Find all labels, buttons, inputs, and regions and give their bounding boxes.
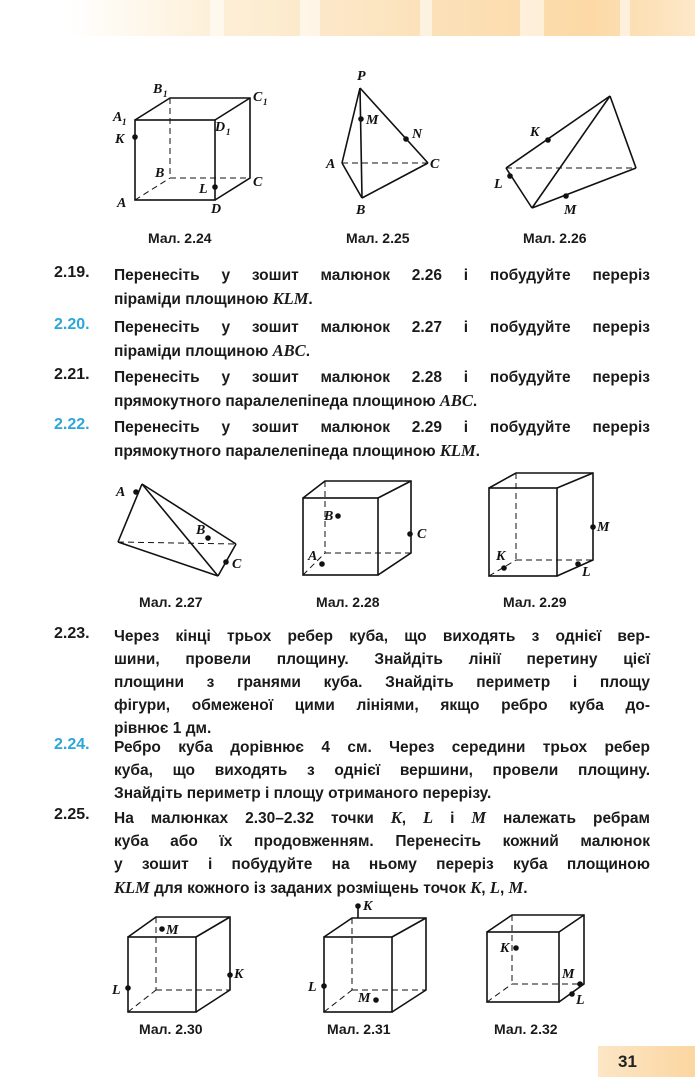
cube-edge: [215, 98, 250, 120]
cube-back-edges: [135, 98, 250, 200]
label-m: M: [366, 113, 379, 128]
label-b: B: [356, 203, 366, 218]
point-m: [159, 926, 165, 932]
point-m: [373, 997, 379, 1003]
problem-text-line: площини з гранями куба. Знайдіть периметр і площу: [114, 674, 650, 691]
label-k: K: [530, 125, 540, 140]
problem-2-19: [54, 264, 650, 311]
label-b: B: [155, 166, 165, 181]
point-l: [125, 985, 131, 991]
figure-2-27: [108, 472, 258, 584]
band-stripe: [520, 0, 544, 36]
cube-drawing: [304, 892, 449, 1017]
point-k: [501, 565, 507, 571]
figure-2-28: [300, 478, 440, 580]
label-a: A: [326, 157, 336, 172]
problem-number: 2.25.: [54, 806, 90, 823]
page-number-band: [598, 1046, 695, 1077]
figure-2-31: [304, 892, 449, 1017]
label-b1-sub: 1: [163, 89, 168, 99]
problem-text-line: куба або їх продовженням. Перенесіть кожний малюнок: [114, 833, 650, 850]
caption-2-26: Мал. 2.26: [523, 230, 587, 246]
band-stripe: [420, 0, 432, 36]
figure-2-32: [484, 912, 624, 1017]
label-b: B: [324, 509, 334, 524]
point-a: [319, 561, 325, 567]
problem-text-line: шини, провели площину. Знайдіть лінії перетину цієї: [114, 651, 650, 668]
label-m: M: [597, 520, 610, 535]
label-a1: A: [113, 110, 123, 125]
problem-text-line: рівнює 1 дм.: [114, 720, 212, 737]
top-decorative-band: [0, 0, 695, 36]
pyramid-drawing: [490, 88, 650, 223]
label-l: L: [494, 177, 503, 192]
cube-drawing: [484, 912, 624, 1017]
label-c: C: [417, 527, 427, 542]
caption-2-32: Мал. 2.32: [494, 1021, 558, 1037]
label-l: L: [308, 980, 317, 995]
label-c: C: [430, 157, 440, 172]
problem-text-line: Перенесіть у зошит малюнок 2.28 і побудуйте переріз: [114, 369, 650, 386]
problem-text-line: куба, що виходять з однієї вершини, провели площину.: [114, 762, 650, 779]
figure-2-29: [486, 470, 621, 582]
problem-2-22: [54, 416, 650, 463]
problem-number: 2.20.: [54, 316, 90, 333]
point-m: [577, 981, 583, 987]
caption-2-28: Мал. 2.28: [316, 594, 380, 610]
problem-2-23: [54, 625, 650, 740]
cube-drawing: [108, 912, 253, 1017]
cube-drawing: [105, 75, 275, 220]
caption-2-27: Мал. 2.27: [139, 594, 203, 610]
problem-text-line: у зошит і побудуйте на ньому переріз куба площиною: [114, 856, 650, 873]
problem-number: 2.24.: [54, 736, 90, 753]
problem-2-21: [54, 366, 650, 413]
label-l: L: [199, 182, 208, 197]
figure-2-25: [320, 68, 450, 218]
point-l: [321, 983, 327, 989]
box-drawing: [300, 478, 440, 580]
point-k: [355, 903, 361, 909]
problem-2-20: [54, 316, 650, 363]
label-c1-sub: 1: [263, 97, 268, 107]
problem-text-line: Через кінці трьох ребер куба, що виходять з однієї вер-: [114, 628, 650, 645]
point-l: [507, 173, 513, 179]
problem-text-line: На малюнках 2.30–2.32 точки K, L і M належать ребрам: [114, 808, 650, 827]
label-l: L: [582, 565, 591, 580]
pyramid-drawing: [108, 472, 258, 584]
caption-2-29: Мал. 2.29: [503, 594, 567, 610]
label-k: K: [115, 132, 125, 147]
point-k: [513, 945, 519, 951]
label-a: A: [308, 549, 318, 564]
point-m: [563, 193, 569, 199]
problem-text-line: піраміди площиною ABC.: [114, 341, 310, 360]
problem-text-line: Перенесіть у зошит малюнок 2.26 і побудуйте переріз: [114, 267, 650, 284]
point-c: [223, 559, 229, 565]
label-c: C: [232, 557, 242, 572]
point-n: [403, 136, 409, 142]
problem-2-25: [54, 806, 650, 900]
figure-2-26: [490, 88, 650, 223]
problem-number: 2.23.: [54, 625, 90, 642]
point-k: [545, 137, 551, 143]
label-m: M: [564, 203, 577, 218]
label-c1: C: [253, 90, 263, 105]
label-p: P: [357, 69, 366, 84]
problem-text-line: KLM для кожного із заданих розміщень точок K, L, M.: [114, 878, 528, 897]
point-k: [227, 972, 233, 978]
point-k: [132, 134, 138, 140]
point-c: [407, 531, 413, 537]
label-k: K: [496, 549, 506, 564]
label-a1-sub: 1: [122, 117, 127, 127]
label-k: K: [500, 941, 510, 956]
caption-2-25: Мал. 2.25: [346, 230, 410, 246]
problem-text-line: Знайдіть периметр і площу отриманого перерізу.: [114, 785, 492, 802]
label-m: M: [358, 991, 371, 1006]
problem-2-24: [54, 736, 650, 805]
label-l: L: [576, 993, 585, 1008]
label-k: K: [363, 899, 373, 914]
label-d1: D: [215, 120, 226, 135]
figure-2-24: [105, 75, 275, 220]
problem-number: 2.22.: [54, 416, 90, 433]
problem-number: 2.19.: [54, 264, 90, 281]
hidden-edge: [135, 178, 170, 200]
problem-text-line: Ребро куба дорівнює 4 см. Через середини трьох ребер: [114, 739, 650, 756]
label-d: D: [211, 202, 222, 217]
label-c: C: [253, 175, 263, 190]
label-b: B: [196, 523, 206, 538]
label-k: K: [234, 967, 244, 982]
point-m: [590, 524, 596, 530]
problem-number: 2.21.: [54, 366, 90, 383]
label-d1-sub: 1: [226, 127, 231, 137]
problem-text-line: фігури, обмеженої цими лініями, якщо ребро куба до-: [114, 697, 650, 714]
label-a: A: [117, 196, 127, 211]
point-l: [575, 561, 581, 567]
page-number: 31: [618, 1052, 637, 1071]
band-stripe: [300, 0, 320, 36]
problem-text-line: прямокутного паралелепіпеда площиною ABC.: [114, 391, 478, 410]
label-a: A: [116, 485, 126, 500]
problem-text-line: прямокутного паралелепіпеда площиною KLM.: [114, 441, 480, 460]
band-stripe: [620, 0, 630, 36]
pyramid-drawing: [320, 68, 450, 218]
box-drawing: [486, 470, 621, 582]
point-a: [133, 489, 139, 495]
point-b: [205, 535, 211, 541]
label-m: M: [562, 967, 575, 982]
caption-2-24: Мал. 2.24: [148, 230, 212, 246]
label-b1: B: [153, 82, 163, 97]
label-m: M: [166, 923, 179, 938]
label-l: L: [112, 983, 121, 998]
caption-2-31: Мал. 2.31: [327, 1021, 391, 1037]
problem-text-line: піраміди площиною KLM.: [114, 289, 313, 308]
figure-2-30: [108, 912, 253, 1017]
problem-text-line: Перенесіть у зошит малюнок 2.27 і побудуйте переріз: [114, 319, 650, 336]
label-n: N: [412, 127, 423, 142]
point-m: [358, 116, 364, 122]
point-b: [335, 513, 341, 519]
band-stripe: [210, 0, 224, 36]
point-l: [212, 184, 218, 190]
point-l: [569, 991, 575, 997]
caption-2-30: Мал. 2.30: [139, 1021, 203, 1037]
problem-text-line: Перенесіть у зошит малюнок 2.29 і побудуйте переріз: [114, 419, 650, 436]
